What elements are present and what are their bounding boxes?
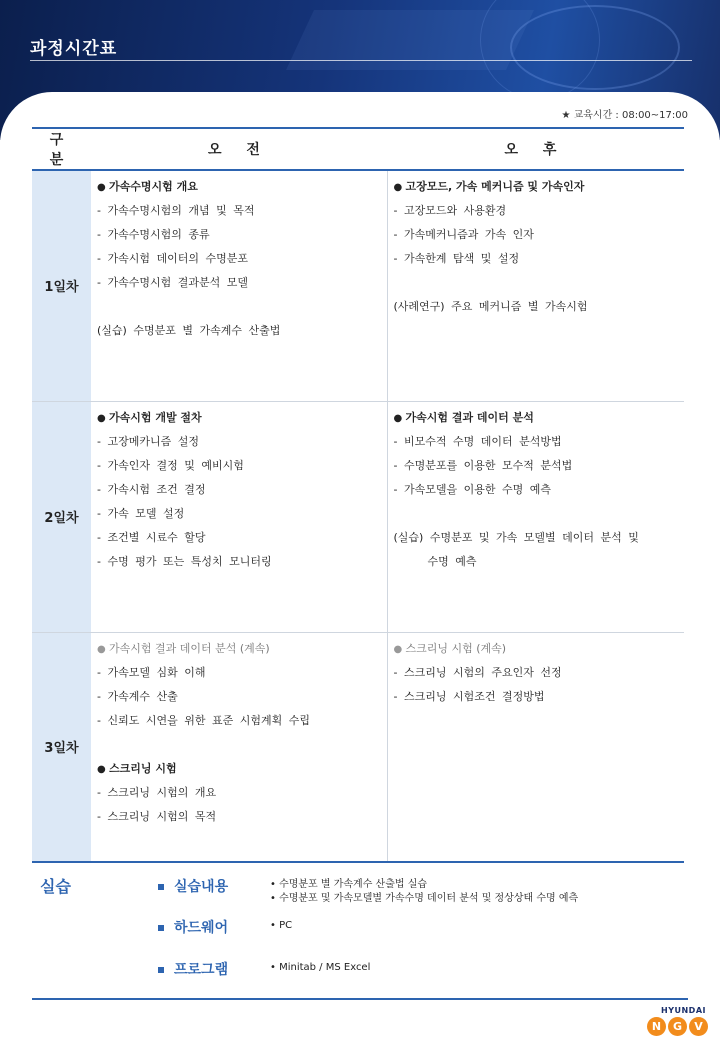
session-heading: ● 가속시험 결과 데이터 분석	[394, 410, 679, 434]
schedule-table	[32, 127, 684, 863]
list-item: - 고장메카니즘 설정	[97, 434, 199, 448]
square-bullet-icon	[158, 967, 164, 973]
list-item: - 스크리닝 시험의 개요	[97, 785, 217, 799]
logo-brand-text: HYUNDAI	[661, 1006, 706, 1015]
list-item: - 수명 평가 또는 특성치 모니터링	[97, 554, 272, 568]
practice-note: (실습) 수명분포 및 가속 모델별 데이터 분석 및	[393, 530, 639, 544]
bullet-icon: ●	[97, 643, 106, 655]
list-item: - 고장모드와 사용환경	[393, 204, 507, 217]
list-item: - 가속시험 조건 결정	[97, 482, 206, 496]
program-label: 프로그램	[158, 959, 228, 979]
list-item: - 가속계수 산출	[97, 689, 178, 703]
title-divider	[30, 60, 692, 61]
list-item: • 수명분포 및 가속모델별 가속수명 데이터 분석 및 정상상태 수명 예측	[270, 893, 579, 904]
list-item: • 수명분포 별 가속계수 산출법 실습	[270, 879, 428, 890]
list-item: - 가속수명시험의 종류	[97, 228, 210, 241]
spacer	[97, 737, 381, 761]
spacer	[394, 506, 679, 530]
day-label: 3일차	[32, 632, 91, 862]
day-label: 1일차	[32, 170, 91, 401]
footer-divider	[32, 998, 688, 1000]
table-header-row	[32, 128, 684, 170]
afternoon-cell	[387, 632, 684, 862]
list-item: - 비모수적 수명 데이터 분석방법	[393, 434, 562, 448]
session-heading: ● 가속수명시험 개요	[97, 179, 381, 203]
practice-section	[32, 866, 692, 986]
session-heading: ● 고장모드, 가속 메커니즘 및 가속인자	[394, 179, 679, 203]
list-item: - 가속인자 결정 및 예비시험	[97, 458, 244, 472]
practice-title: 실습	[40, 877, 71, 896]
logo-letter: N	[647, 1017, 666, 1036]
session-heading: ● 스크리닝 시험 (계속)	[394, 641, 679, 665]
list-item: - 스크리닝 시험의 목적	[97, 809, 217, 823]
square-bullet-icon	[158, 884, 164, 890]
list-item: • PC	[270, 920, 293, 931]
col-header-morning: 오 전	[91, 128, 387, 170]
spacer	[394, 275, 679, 299]
practice-items	[270, 878, 578, 906]
list-item: - 가속한계 탐색 및 설정	[393, 252, 520, 265]
list-item: - 가속모델을 이용한 수명 예측	[393, 482, 551, 496]
session-heading: ● 스크리닝 시험	[97, 761, 381, 785]
list-item: - 신뢰도 시연을 위한 표준 시험계획 수립	[97, 713, 310, 727]
list-item: - 가속수명시험 결과분석 모델	[97, 276, 248, 289]
list-item: - 가속시험 데이터의 수명분포	[97, 252, 248, 265]
hardware-label: 하드웨어	[158, 917, 228, 937]
col-header-afternoon: 오 후	[387, 128, 684, 170]
session-heading: ● 가속시험 개발 절차	[97, 410, 381, 434]
bullet-icon: ●	[97, 412, 106, 424]
table-row	[32, 401, 684, 632]
list-item: - 수명분포를 이용한 모수적 분석법	[393, 458, 573, 472]
hardware-items	[270, 919, 292, 933]
table-row	[32, 170, 684, 401]
list-item: - 가속 모델 설정	[97, 506, 185, 520]
case-study-note: (사례연구) 주요 메커니즘 별 가속시험	[393, 300, 588, 313]
bullet-icon: ●	[393, 643, 403, 655]
morning-cell	[91, 170, 387, 401]
table-row	[32, 632, 684, 862]
bullet-icon: ●	[97, 763, 106, 775]
morning-cell	[91, 632, 387, 862]
session-heading: ● 가속시험 결과 데이터 분석 (계속)	[97, 641, 381, 665]
hyundai-ngv-logo	[640, 1006, 710, 1038]
practice-note: (실습) 수명분포 별 가속계수 산출법	[97, 324, 281, 337]
list-item: - 조건별 시료수 할당	[97, 530, 206, 544]
day-label: 2일차	[32, 401, 91, 632]
training-time-note: ★ 교육시간 : 08:00~17:00	[561, 110, 688, 121]
spacer	[97, 299, 381, 323]
afternoon-cell	[387, 170, 684, 401]
logo-ngv-mark	[647, 1017, 708, 1036]
banner-decoration	[286, 10, 534, 70]
bullet-icon: ●	[97, 182, 106, 193]
list-item: - 가속모델 심화 이해	[97, 665, 206, 679]
logo-letter: V	[689, 1017, 708, 1036]
page-title: 과정시간표	[30, 39, 118, 59]
program-items	[270, 961, 370, 975]
list-item: - 가속메커니즘과 가속 인자	[393, 228, 534, 241]
list-item: • Minitab / MS Excel	[270, 962, 371, 973]
morning-cell	[91, 401, 387, 632]
col-header-category: 구 분	[32, 128, 91, 170]
list-item: - 가속수명시험의 개념 및 목적	[97, 204, 255, 217]
practice-label: 실습내용	[158, 876, 228, 896]
bullet-icon: ●	[393, 412, 403, 424]
afternoon-cell	[387, 401, 684, 632]
square-bullet-icon	[158, 925, 164, 931]
list-item: - 스크리닝 시험조건 결정방법	[393, 689, 545, 703]
logo-letter: G	[668, 1017, 687, 1036]
practice-note-continued: 수명 예측	[427, 554, 477, 568]
bullet-icon: ●	[393, 182, 403, 193]
list-item: - 스크리닝 시험의 주요인자 선정	[393, 665, 562, 679]
